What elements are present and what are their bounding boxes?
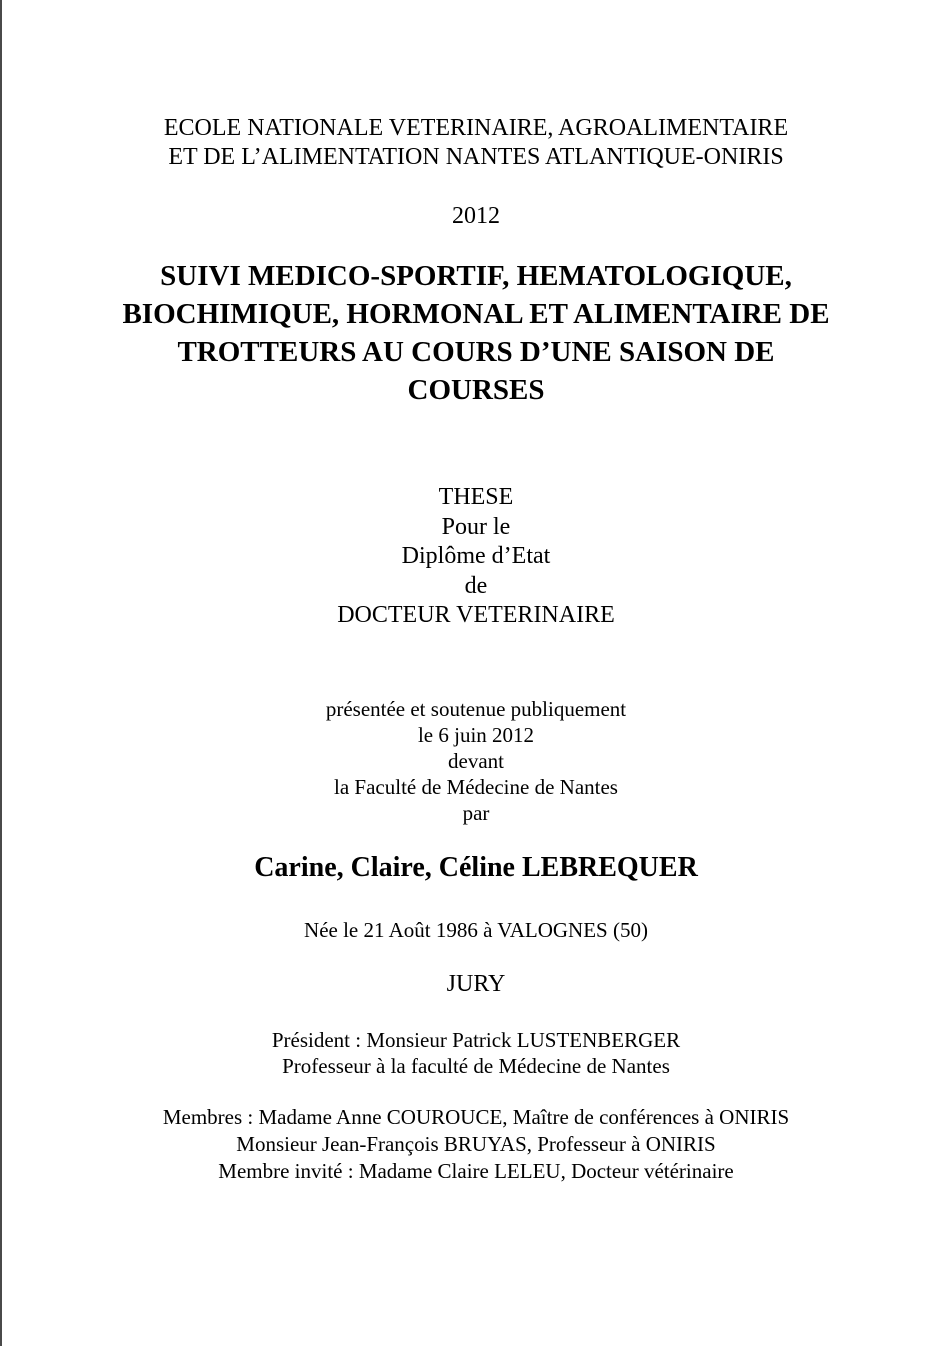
- institution-header: [0, 114, 952, 172]
- presentation-date: le 6 juin 2012: [417, 723, 535, 747]
- presentation-line-5: par: [462, 801, 490, 825]
- presentation-line-1: présentée et soutenue publiquement: [325, 697, 627, 721]
- jury-member-2: Monsieur Jean-François BRUYAS, Professeur à ONIRIS: [236, 1132, 716, 1156]
- jury-member-1: Membres : Madame Anne COUROUCE, Maître de conférences à ONIRIS: [162, 1105, 790, 1129]
- presentation-faculty: la Faculté de Médecine de Nantes: [334, 775, 618, 799]
- jury-heading: JURY: [446, 971, 506, 997]
- thesis-title: [0, 257, 952, 409]
- degree-line-3: Diplôme d’Etat: [401, 543, 551, 569]
- author-birth: Née le 21 Août 1986 à VALOGNES (50): [304, 918, 648, 942]
- title-line-2: BIOCHIMIQUE, HORMONAL ET ALIMENTAIRE DE: [122, 298, 830, 330]
- jury-president: [0, 1027, 952, 1079]
- title-line-1: SUIVI MEDICO-SPORTIF, HEMATOLOGIQUE,: [160, 260, 792, 292]
- jury-member-3: Membre invité : Madame Claire LELEU, Docteur vétérinaire: [218, 1159, 734, 1183]
- presentation-details: [0, 696, 952, 826]
- jury-members: [0, 1104, 952, 1185]
- jury-president-title: Professeur à la faculté de Médecine de Nantes: [282, 1054, 670, 1078]
- degree-line-4: de: [464, 572, 488, 599]
- degree-line-5: DOCTEUR VETERINAIRE: [337, 602, 615, 628]
- title-line-3: TROTTEURS AU COURS D’UNE SAISON DE: [177, 336, 775, 368]
- presentation-line-3: devant: [448, 749, 504, 773]
- degree-line-2: Pour le: [441, 513, 511, 540]
- author-name: Carine, Claire, Céline LEBREQUER: [254, 852, 698, 883]
- degree-statement: [0, 483, 952, 631]
- title-line-4: COURSES: [407, 374, 545, 406]
- institution-line-1: ECOLE NATIONALE VETERINAIRE, AGROALIMENTAIRE: [163, 115, 789, 141]
- thesis-year: 2012: [452, 203, 500, 229]
- institution-line-2: ET DE L’ALIMENTATION NANTES ATLANTIQUE-ONIRIS: [168, 144, 784, 170]
- jury-president-name: Président : Monsieur Patrick LUSTENBERGER: [271, 1028, 681, 1052]
- degree-line-1: THESE: [438, 484, 514, 510]
